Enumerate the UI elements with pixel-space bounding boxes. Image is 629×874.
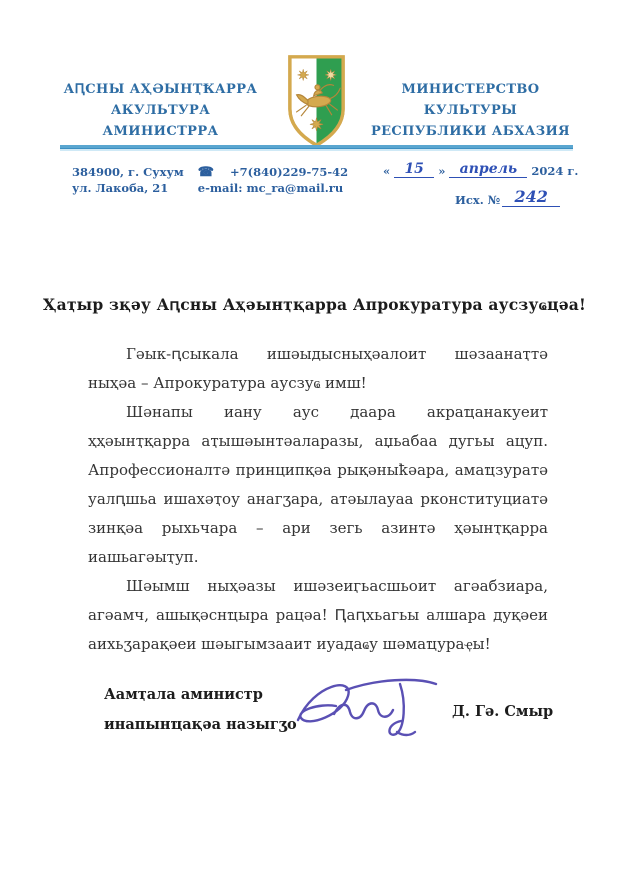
signer-title-line1: Аамҭала аминистр xyxy=(104,686,263,703)
email-address: e-mail: mc_ra@mail.ru xyxy=(197,181,344,195)
star-bottom xyxy=(310,118,323,131)
star-right xyxy=(325,69,336,80)
star-left xyxy=(298,69,309,80)
outgoing-label: Исх. № xyxy=(455,193,501,207)
address-line1: 384900, г. Сухум xyxy=(72,165,184,179)
quote-close: » xyxy=(438,164,446,178)
org-name-abkhazian-line1: АԤСНЫ АҲӘЫНҬҞАРРА xyxy=(63,82,258,97)
outgoing-number-handwritten: 242 xyxy=(514,187,548,206)
address-line2: ул. Лакоба, 21 xyxy=(72,181,169,195)
letter-body xyxy=(88,340,548,659)
salutation-line: Ҳаҭыр зқәу Аԥсны Аҳәынҭқарра Апрокуратура аусзуҩцәа! xyxy=(42,295,587,314)
coat-of-arms-icon xyxy=(283,54,350,149)
org-name-russian xyxy=(368,79,573,142)
date-day-handwritten: 15 xyxy=(404,161,424,177)
signer-title xyxy=(104,680,297,740)
reference-block xyxy=(383,161,583,207)
phone-email-block xyxy=(198,164,348,196)
paragraph-2: Шәнапы иану аус даара акраҵанакуеит ҳҳәынҭқарра аҭышәынтәаларазы, аџьабаа дугьы ацуп. Апрофессионалтә принципқәа рықәныҟәара, амаҵзуратә уалԥшьа ишахәҭоу анагӡара, атәылауаа рконституциатә зинқәа рыхьчара – ари зегь азинтә ҳәынҭқарра иашьагәыҭуп. xyxy=(88,403,548,566)
header-divider-line xyxy=(60,145,573,151)
address-block xyxy=(72,164,184,196)
org-name-russian-line2: РЕСПУБЛИКИ АБХАЗИЯ xyxy=(370,124,571,139)
quote-open: « xyxy=(383,164,391,178)
telephone-icon: ☎ xyxy=(197,165,214,180)
paragraph-1: Гәык-ԥсыкала ишәыдысныҳәалоит шәзаанаҭтә ныҳәа – Апрокуратура аусзуҩ имш! xyxy=(88,345,548,392)
paragraph-3: Шәымш ныҳәазы ишәзеиӷьасшьоит агәабзиара, агәамч, ашықәснҵыра рацәа! Ԥаԥхьагьы алшара дуқәеи аихьӡарақәеи шәыгымзааит иуадаҩу шәмаҵураҿы! xyxy=(88,577,548,653)
signer-title-line2: инапынҵақәа назыгӡо xyxy=(104,716,297,733)
outgoing-number-field xyxy=(502,187,560,207)
date-month-handwritten: апрель xyxy=(459,161,518,177)
handwritten-signature xyxy=(288,672,440,746)
year-label: 2024 г. xyxy=(531,164,579,178)
date-day-field xyxy=(394,161,434,178)
phone-number: +7(840)229-75-42 xyxy=(230,165,349,179)
signer-name: Д. Гә. Смыр xyxy=(452,703,554,720)
date-month-field xyxy=(449,161,527,178)
org-name-russian-line1: МИНИСТЕРСТВО КУЛЬТУРЫ xyxy=(401,82,540,118)
org-name-abkhazian xyxy=(58,79,263,142)
org-name-abkhazian-line2: АКУЛЬТУРА АМИНИСТРРА xyxy=(102,103,219,139)
contact-block xyxy=(72,164,348,196)
